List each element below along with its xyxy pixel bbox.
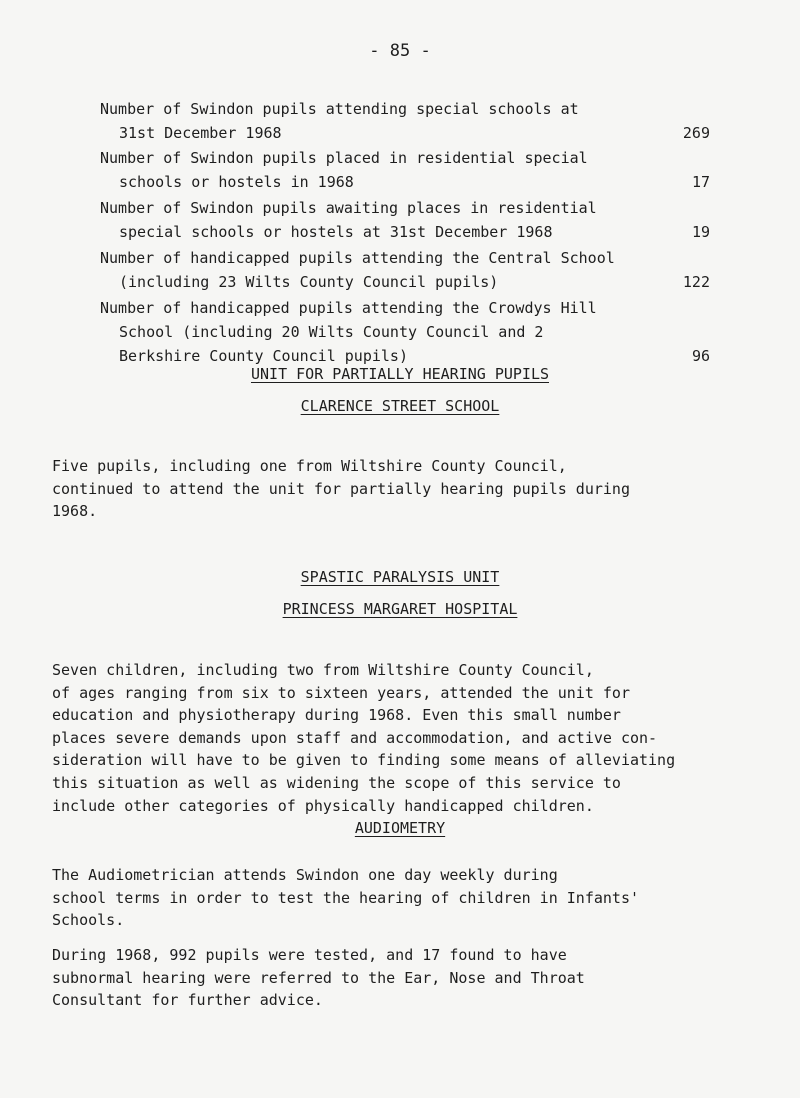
stat-text-line: Number of Swindon pupils placed in residential special — [100, 149, 588, 167]
stat-item — [100, 196, 710, 244]
stat-text-line: Number of Swindon pupils attending special schools at — [100, 100, 579, 118]
stat-text-line: Number of handicapped pupils attending the Crowdys Hill — [100, 299, 597, 317]
stat-item — [100, 296, 710, 368]
section-heading: AUDIOMETRY — [354, 819, 446, 837]
paragraph: Seven children, including two from Wiltshire County Council, of ages ranging from six to sixteen years, attended the unit for education and physiotherapy during 1968. Even this small number places severe demands upon staff and accommodation, and active con- sideration will have to be given to finding some means of alleviating this situation as well as widening the scope of this service to include other categories of physically handicapped children. — [52, 661, 676, 815]
stat-text-line: special schools or hostels at 31st December 1968 — [119, 223, 553, 241]
section-heading: UNIT FOR PARTIALLY HEARING PUPILS — [250, 365, 549, 383]
paragraph: During 1968, 992 pupils were tested, and 17 found to have subnormal hearing were referred to the Ear, Nose and Throat Consultant for further advice. — [52, 946, 585, 1010]
stat-item — [100, 146, 710, 194]
stat-text-line: schools or hostels in 1968 — [119, 173, 354, 191]
section-subheading: CLARENCE STREET SCHOOL — [300, 397, 500, 415]
stat-item — [100, 246, 710, 294]
paragraph: Five pupils, including one from Wiltshire County Council, continued to attend the unit for partially hearing pupils during 1968. — [52, 457, 630, 521]
stat-value: 17 — [691, 173, 710, 191]
stat-value: 269 — [682, 124, 710, 142]
stat-text-line: Number of handicapped pupils attending the Central School — [100, 249, 615, 267]
stat-value: 19 — [691, 223, 710, 241]
stat-text-line: School (including 20 Wilts County Council and 2 — [119, 323, 544, 341]
stat-text-line: (including 23 Wilts County Council pupils) — [119, 273, 499, 291]
page-number: - 85 - — [369, 41, 431, 61]
stat-text-line: 31st December 1968 — [119, 124, 282, 142]
section-subheading: PRINCESS MARGARET HOSPITAL — [282, 600, 518, 618]
stat-value: 96 — [691, 347, 710, 365]
stat-text-line: Number of Swindon pupils awaiting places in residential — [100, 199, 597, 217]
paragraph: The Audiometrician attends Swindon one day weekly during school terms in order to test the hearing of children in Infants' Schools. — [52, 866, 639, 930]
stat-value: 122 — [682, 273, 710, 291]
stat-text-line: Berkshire County Council pupils) — [119, 347, 408, 365]
stat-item — [100, 97, 710, 145]
section-heading: SPASTIC PARALYSIS UNIT — [300, 568, 500, 586]
